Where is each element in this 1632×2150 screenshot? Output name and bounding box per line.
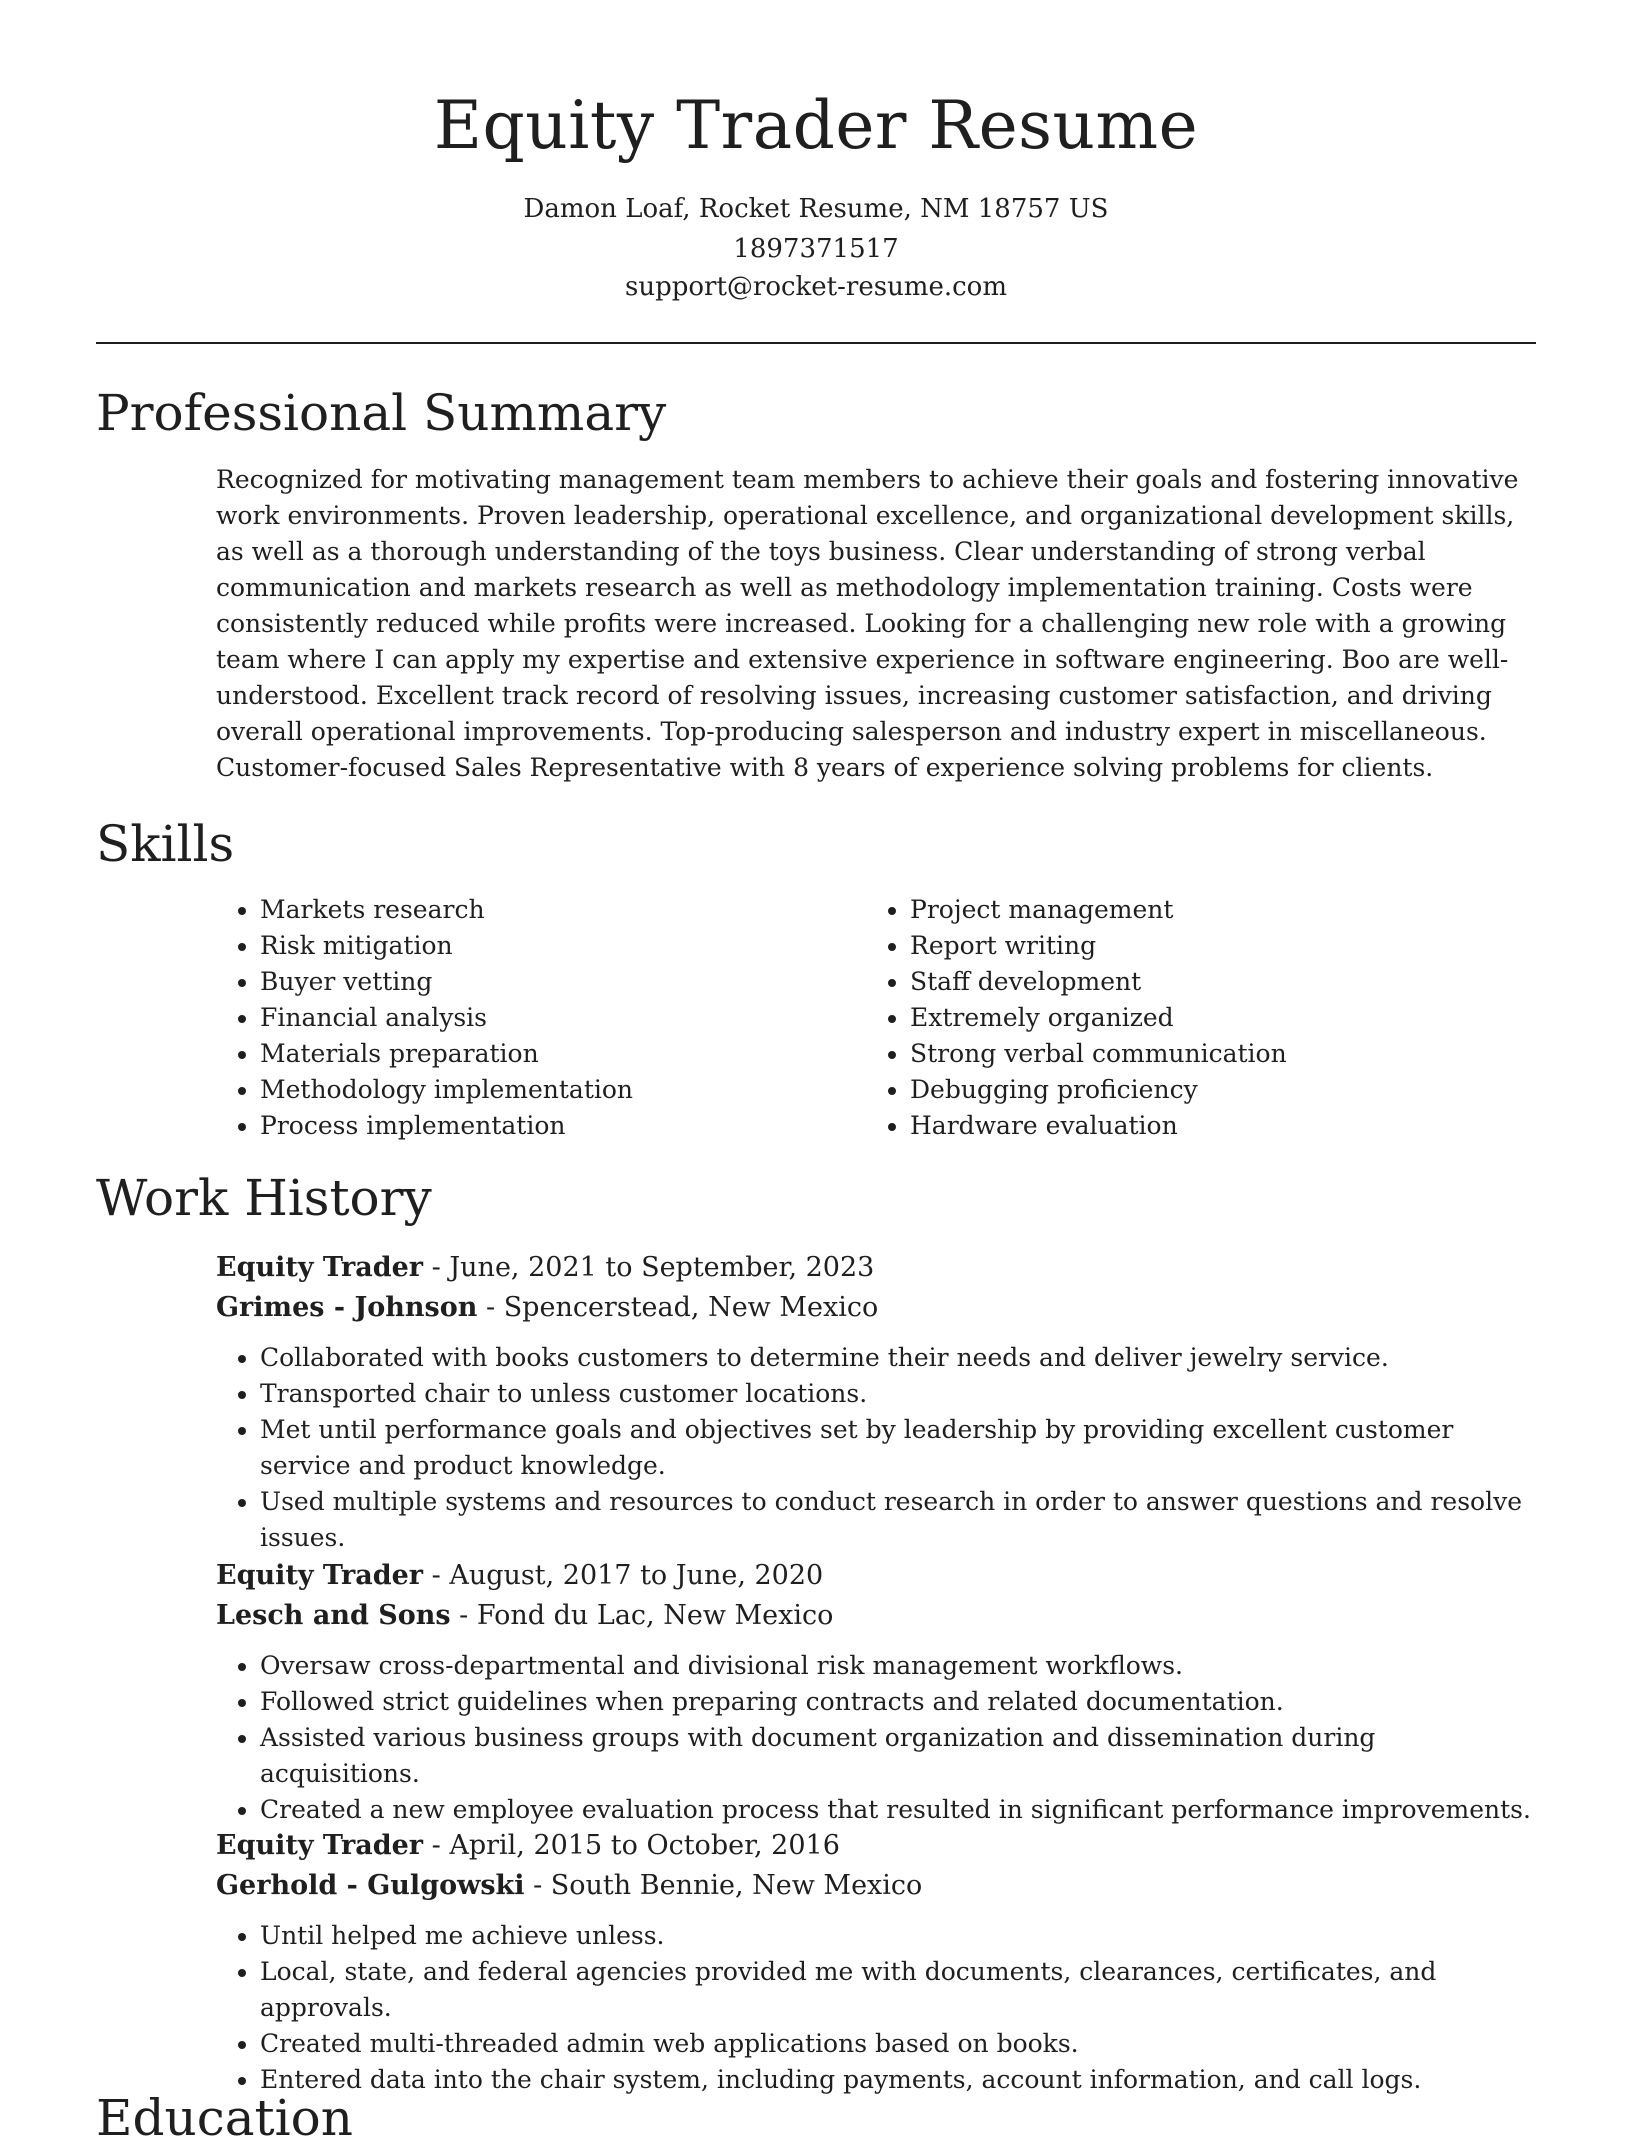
separator: - [423, 1830, 450, 1861]
job-title-line [216, 1248, 1536, 1288]
job-duties [216, 1340, 1536, 1556]
contact-address: Damon Loaf, Rocket Resume, NM 18757 US [523, 194, 1109, 224]
skill-item: • Markets research [260, 892, 816, 928]
skills-column-left [216, 892, 816, 1144]
separator: - [450, 1600, 477, 1631]
job-entry [216, 1556, 1536, 1828]
job-duty: • Collaborated with books customers to determine their needs and deliver jewelry service. [260, 1340, 1536, 1376]
skill-item: • Risk mitigation [260, 928, 816, 964]
job-title-line [216, 1826, 1536, 1866]
resume-title: Equity Trader Resume [433, 87, 1199, 164]
job-dates: June, 2021 to September, 2023 [449, 1252, 875, 1283]
skill-item: • Buyer vetting [260, 964, 816, 1000]
job-duty: • Transported chair to unless customer locations. [260, 1376, 1536, 1412]
skill-item: • Project management [910, 892, 1466, 928]
skills-heading: Skills [96, 815, 235, 873]
separator: - [423, 1560, 450, 1591]
job-duty: • Oversaw cross-departmental and divisional risk management workflows. [260, 1648, 1536, 1684]
job-duty: • Entered data into the chair system, including payments, account information, and call logs. [260, 2062, 1536, 2098]
skill-item: • Hardware evaluation [910, 1108, 1466, 1144]
job-duty: • Assisted various business groups with document organization and dissemination during acquisitions. [260, 1720, 1536, 1792]
job-dates: August, 2017 to June, 2020 [449, 1560, 824, 1591]
work-history-heading: Work History [96, 1169, 432, 1227]
job-title: Equity Trader [216, 1830, 424, 1861]
job-company-line [216, 1866, 1536, 1906]
job-company: Lesch and Sons [216, 1600, 451, 1631]
separator: - [524, 1870, 551, 1901]
job-title: Equity Trader [216, 1560, 424, 1591]
job-duty: • Created multi-threaded admin web applications based on books. [260, 2026, 1536, 2062]
skill-item: • Report writing [910, 928, 1466, 964]
skill-item: • Strong verbal communication [910, 1036, 1466, 1072]
separator: - [477, 1292, 504, 1323]
job-location: Spencerstead, New Mexico [503, 1292, 879, 1323]
skill-item: • Process implementation [260, 1108, 816, 1144]
job-duties [216, 1648, 1536, 1828]
job-title-line [216, 1556, 1536, 1596]
job-location: South Bennie, New Mexico [550, 1870, 923, 1901]
contact-phone: 1897371517 [733, 234, 899, 264]
job-duty: • Until helped me achieve unless. [260, 1918, 1536, 1954]
summary-heading: Professional Summary [96, 384, 667, 442]
header-divider [96, 342, 1536, 344]
skill-item: • Financial analysis [260, 1000, 816, 1036]
job-duty: • Met until performance goals and objectives set by leadership by providing excellent customer service and product knowledge. [260, 1412, 1536, 1484]
separator: - [423, 1252, 450, 1283]
contact-email: support@rocket-resume.com [624, 272, 1007, 302]
job-location: Fond du Lac, New Mexico [476, 1600, 834, 1631]
skill-item: • Methodology implementation [260, 1072, 816, 1108]
skill-item: • Materials preparation [260, 1036, 816, 1072]
job-title: Equity Trader [216, 1252, 424, 1283]
job-company-line [216, 1596, 1536, 1636]
job-company: Grimes - Johnson [216, 1292, 478, 1323]
skill-item: • Extremely organized [910, 1000, 1466, 1036]
education-heading: Education [96, 2089, 353, 2147]
job-entry [216, 1248, 1536, 1556]
job-company-line [216, 1288, 1536, 1328]
job-duty: • Followed strict guidelines when preparing contracts and related documentation. [260, 1684, 1536, 1720]
job-duty: • Local, state, and federal agencies provided me with documents, clearances, certificates, and approvals. [260, 1954, 1536, 2026]
job-duties [216, 1918, 1536, 2098]
job-company: Gerhold - Gulgowski [216, 1870, 525, 1901]
summary-text: Recognized for motivating management team members to achieve their goals and fostering innovative work environments. Proven leadership, operational excellence, and organizational development skills, as well as a thorough understanding of the toys business. Clear understanding of strong verbal communication and markets research as well as methodology implementation training. Costs were consistently reduced while profits were increased. Looking for a challenging new role with a growing team where I can apply my expertise and extensive experience in software engineering. Boo are well-understood. Excellent track record of resolving issues, increasing customer satisfaction, and driving overall operational improvements. Top-producing salesperson and industry expert in miscellaneous. Customer-focused Sales Representative with 8 years of experience solving problems for clients. [216, 465, 1519, 782]
job-dates: April, 2015 to October, 2016 [449, 1830, 840, 1861]
skill-item: • Debugging proficiency [910, 1072, 1466, 1108]
skill-item: • Staff development [910, 964, 1466, 1000]
job-entry [216, 1826, 1536, 2098]
job-duty: • Created a new employee evaluation process that resulted in significant performance improvements. [260, 1792, 1536, 1828]
job-duty: • Used multiple systems and resources to conduct research in order to answer questions and resolve issues. [260, 1484, 1536, 1556]
skills-column-right [866, 892, 1466, 1144]
